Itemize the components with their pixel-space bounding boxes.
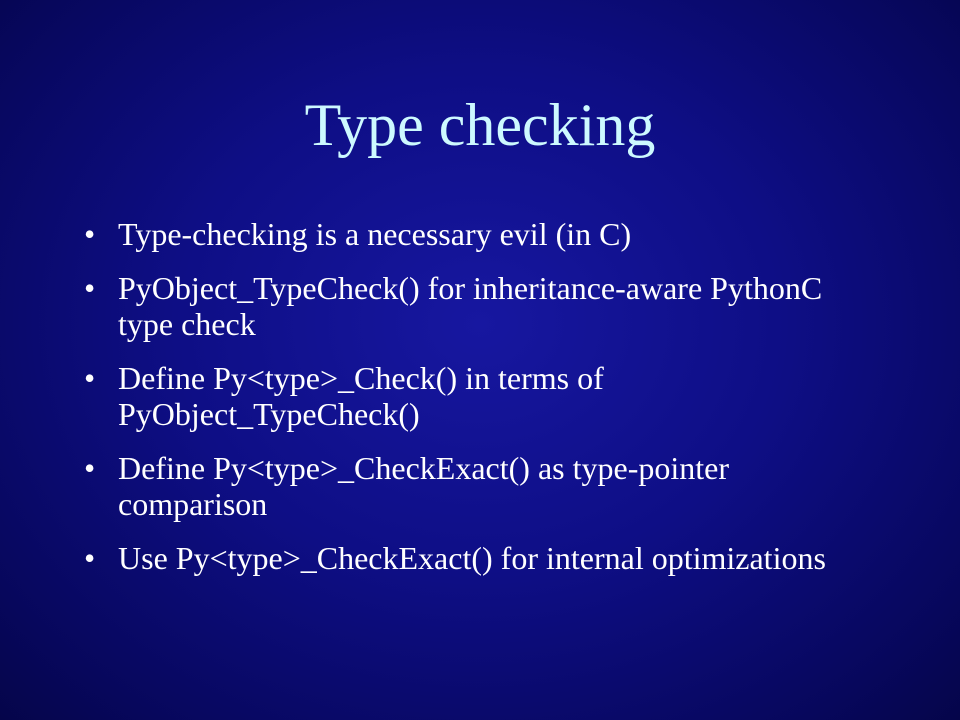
bullet-icon: • — [84, 216, 96, 252]
bullet-item-1 — [84, 216, 884, 252]
bullet-item-2 — [84, 270, 884, 342]
bullet-icon: • — [84, 360, 96, 396]
bullet-text: Use Py<type>_CheckExact() for internal optimizations — [118, 540, 826, 576]
slide-title: Type checking — [304, 92, 656, 158]
bullet-text: Define Py<type>_Check() in terms of PyObject_TypeCheck() — [118, 360, 604, 432]
bullet-text: PyObject_TypeCheck() for inheritance-aware PythonC type check — [118, 270, 823, 342]
bullet-item-5 — [84, 540, 884, 576]
bullet-item-4 — [84, 450, 884, 522]
bullet-text: Define Py<type>_CheckExact() as type-pointer comparison — [118, 450, 729, 522]
bullet-text: Type-checking is a necessary evil (in C) — [118, 216, 632, 252]
bullet-icon: • — [84, 270, 96, 306]
bullet-icon: • — [84, 450, 96, 486]
bullet-icon: • — [84, 540, 96, 576]
bullet-list — [84, 216, 884, 594]
bullet-item-3 — [84, 360, 884, 432]
